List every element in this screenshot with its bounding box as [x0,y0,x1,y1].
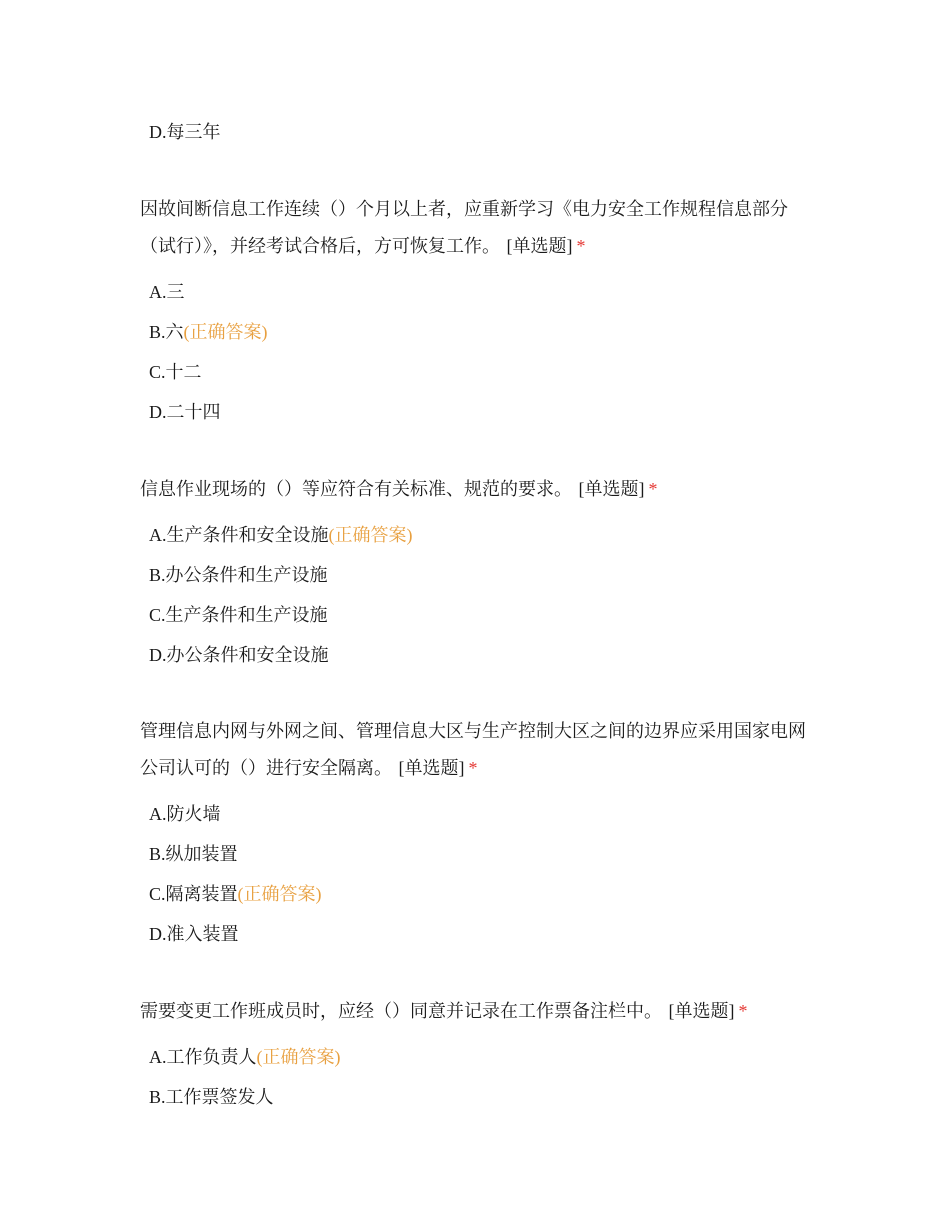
option-item [140,114,820,154]
question-title [140,471,820,508]
option-item [140,274,820,314]
question-type-tag: [单选题] [506,236,573,256]
question-title [140,191,820,265]
correct-answer-note: (正确答案) [256,1047,341,1067]
option-item [140,557,820,597]
question-block-4 [140,993,820,1119]
question-block-3 [140,713,820,956]
option-label: A.工作负责人 [149,1047,257,1067]
question-title [140,993,820,1030]
required-mark: * [648,479,658,499]
option-label: D.二十四 [149,402,221,422]
option-label: A.三 [149,282,185,302]
required-mark: * [468,758,478,778]
option-item [140,796,820,836]
correct-answer-note: (正确答案) [237,884,322,904]
option-item [140,1039,820,1079]
option-label: D.每三年 [149,122,221,142]
option-item [140,1079,820,1119]
option-item [140,597,820,637]
option-item [140,314,820,354]
option-label: C.隔离装置 [149,884,238,904]
option-item [140,517,820,557]
option-item [140,354,820,394]
correct-answer-note: (正确答案) [328,525,413,545]
option-label: C.生产条件和生产设施 [149,605,328,625]
option-label: B.六 [149,322,184,342]
question-title [140,713,820,787]
option-label: C.十二 [149,362,202,382]
option-label: B.工作票签发人 [149,1087,274,1107]
question-type-tag: [单选题] [668,1001,735,1021]
question-block-2 [140,471,820,677]
question-block-1 [140,191,820,434]
option-item [140,916,820,956]
question-type-tag: [单选题] [578,479,645,499]
question-text: 需要变更工作班成员时，应经（）同意并记录在工作票备注栏中。 [140,1001,662,1021]
option-label: A.生产条件和安全设施 [149,525,329,545]
option-item [140,876,820,916]
question-type-tag: [单选题] [398,758,465,778]
option-label: B.办公条件和生产设施 [149,565,328,585]
option-label: D.准入装置 [149,924,239,944]
option-item [140,836,820,876]
option-label: D.办公条件和安全设施 [149,645,329,665]
option-item [140,394,820,434]
previous-question-tail [140,114,820,154]
question-text: 因故间断信息工作连续（）个月以上者，应重新学习《电力安全工作规程信息部分（试行）》，并经考试合格后，方可恢复工作。 [140,199,788,256]
option-label: A.防火墙 [149,804,221,824]
question-text: 信息作业现场的（）等应符合有关标准、规范的要求。 [140,479,572,499]
option-label: B.纵加装置 [149,844,238,864]
required-mark: * [738,1001,748,1021]
option-item [140,637,820,677]
required-mark: * [576,236,586,256]
correct-answer-note: (正确答案) [183,322,268,342]
question-text: 管理信息内网与外网之间、管理信息大区与生产控制大区之间的边界应采用国家电网公司认可的（）进行安全隔离。 [140,721,806,778]
